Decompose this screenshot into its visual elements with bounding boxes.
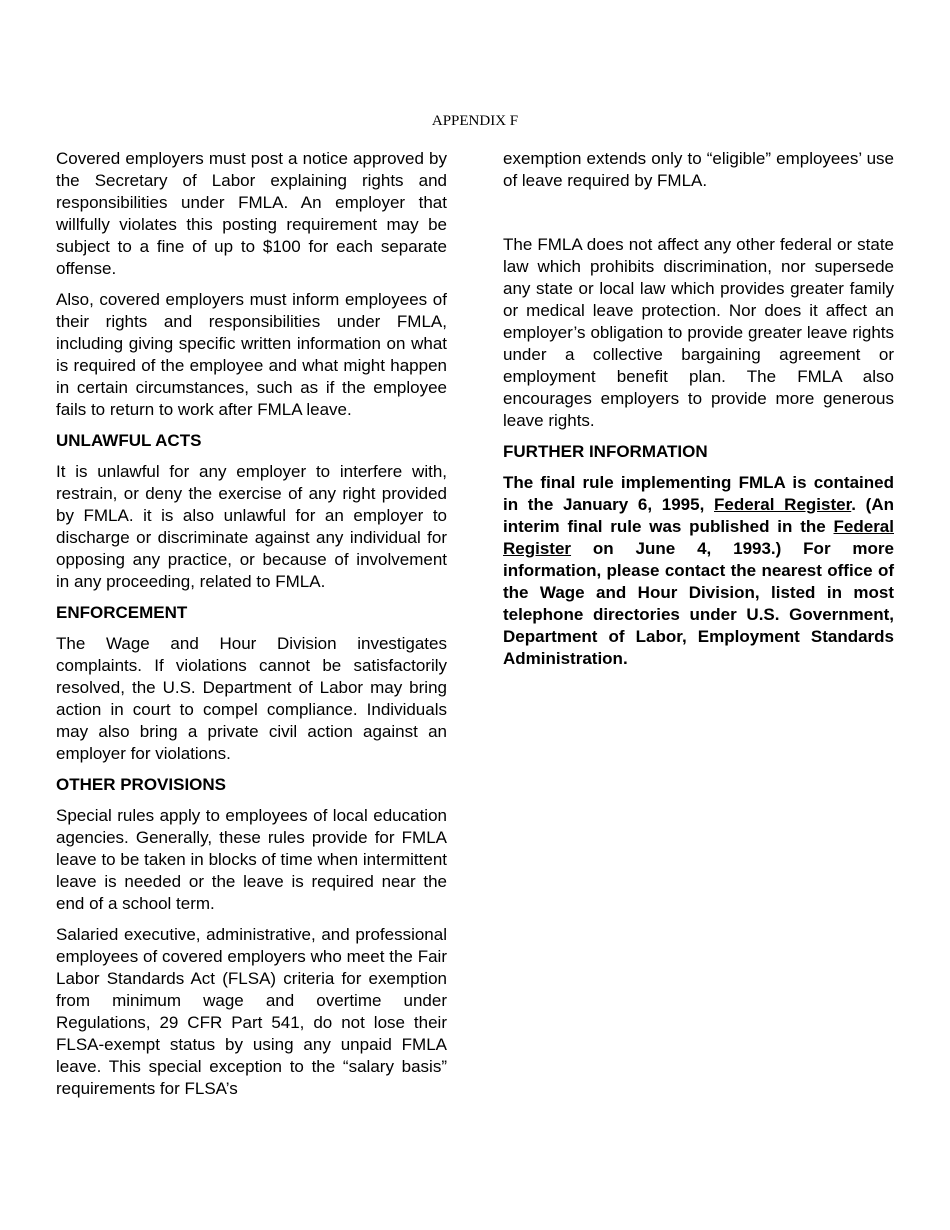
posting-paragraph: Covered employers must post a notice approved by the Secretary of Labor explaining rights and responsibilities under FMLA. An employer that willfully violates this posting requirement may be subject to a fine of up to $100 for each separate offense.: [56, 149, 447, 278]
federal-register-reference-2: Federal Register: [503, 517, 894, 558]
page-header: APPENDIX F: [431, 113, 519, 129]
right-column: [503, 148, 894, 679]
further-text-3: on June 4, 1993.) For more information, please contact the nearest office of the Wage and Hour Division, listed in most telephone directories under U.S. Government, Department of Labor, Employment Standards Administration.: [503, 539, 894, 668]
exemption-continuation-paragraph: exemption extends only to “eligible” employees’ use of leave required by FMLA.: [503, 149, 894, 190]
inform-paragraph: Also, covered employers must inform employees of their rights and responsibilities under FMLA, including giving specific written information on what is required of the employee and what might happen in certain circumstances, such as if the employee fails to return to work after FMLA leave.: [56, 290, 447, 419]
other-laws-paragraph: The FMLA does not affect any other federal or state law which prohibits discrimination, nor supersede any state or local law which provides greater family or medical leave protection. Nor does it affect an employer’s obligation to provide greater leave rights under a collective bargaining agreement or employment benefit plan. The FMLA also encourages employers to provide more generous leave rights.: [503, 235, 894, 430]
further-text-1: The final rule implementing FMLA is contained in the January 6, 1995,: [503, 473, 894, 514]
further-information-heading: FURTHER INFORMATION: [503, 442, 708, 461]
paragraph-spacer: [503, 201, 894, 234]
enforcement-heading: ENFORCEMENT: [56, 603, 188, 622]
left-column: [56, 148, 447, 1109]
unlawful-acts-paragraph: It is unlawful for any employer to interfere with, restrain, or deny the exercise of any right provided by FMLA. it is also unlawful for an employer to discharge or discriminate against any individual for opposing any practice, or because of involvement in any proceeding, related to FMLA.: [56, 462, 447, 591]
further-information-paragraph: [503, 472, 894, 670]
other-provisions-heading: OTHER PROVISIONS: [56, 775, 227, 794]
enforcement-paragraph: The Wage and Hour Division investigates complaints. If violations cannot be satisfactorily resolved, the U.S. Department of Labor may bring action in court to compel compliance. Individuals may also bring a private civil action against an employer for violations.: [56, 634, 447, 763]
special-rules-paragraph: Special rules apply to employees of local education agencies. Generally, these rules provide for FMLA leave to be taken in blocks of time when intermittent leave is needed or the leave is required near the end of a school term.: [56, 806, 447, 913]
unlawful-acts-heading: UNLAWFUL ACTS: [56, 431, 202, 450]
federal-register-reference-1: Federal Register: [714, 495, 852, 514]
salaried-exemption-paragraph: Salaried executive, administrative, and professional employees of covered employers who meet the Fair Labor Standards Act (FLSA) criteria for exemption from minimum wage and overtime under Regulations, 29 CFR Part 541, do not lose their FLSA-exempt status by using any unpaid FMLA leave. This special exception to the “salary basis” requirements for FLSA’s: [56, 925, 447, 1098]
further-text-2: . (An interim final rule was published in the: [503, 495, 894, 536]
